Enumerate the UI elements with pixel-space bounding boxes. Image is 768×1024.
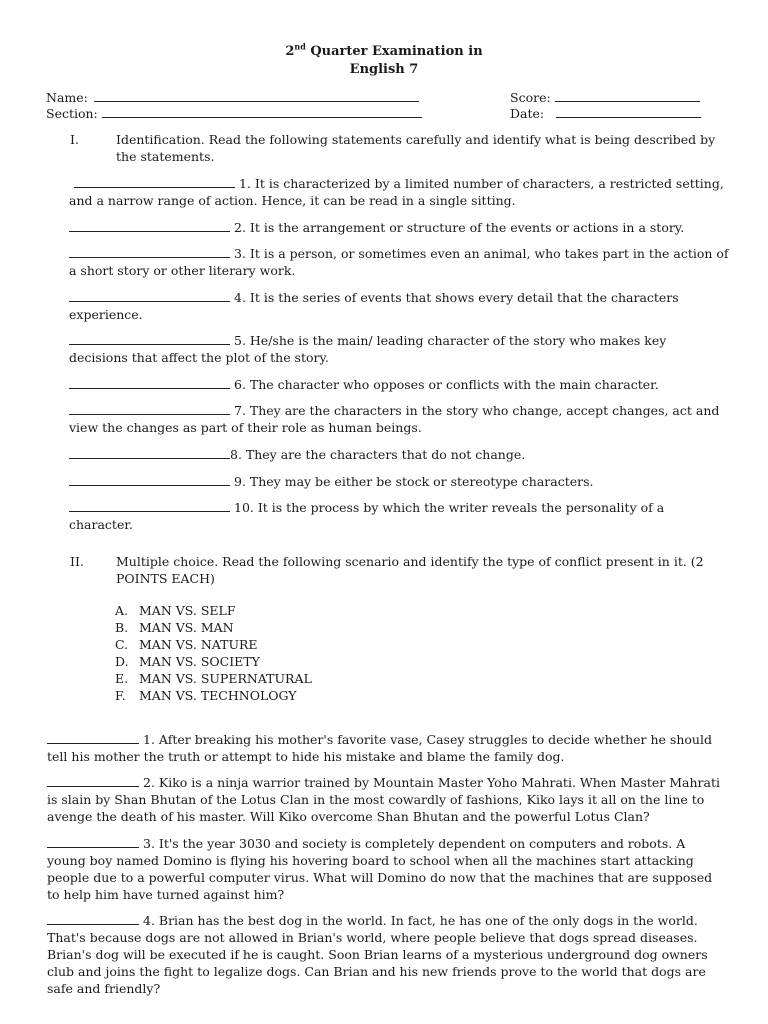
answer-blank[interactable] [47,774,139,787]
identification-item [69,289,729,323]
answer-blank[interactable] [69,499,230,512]
choice-item [115,653,312,670]
date-field[interactable] [556,104,701,118]
name-field[interactable] [94,88,419,102]
item-text: 1. It is characterized by a limited number of characters, a restricted setting, and a narrow range of action. Hence, it can be read in a single sitting. [69,176,724,208]
item-text: 9. They may be either be stock or stereotype characters. [234,474,594,489]
part1-numeral: I. [70,132,79,147]
question-text: 4. Brian has the best dog in the world. In fact, he has one of the only dogs in the world. That's because dogs are not allowed in Brian's world, where people believe that dogs spread diseases. Brian's dog will be executed if he is caught. Soon Brian learns of a mysterious underground dog owners club and joins the fight to legalize dogs. Can Brian and his new friends prove to the world that dogs are safe and friendly? [47,913,708,996]
choice-label: MAN VS. TECHNOLOGY [139,688,297,703]
item-text: 5. He/she is the main/ leading character of the story who makes key decisions that affect the plot of the story. [69,333,667,365]
choice-label: MAN VS. SELF [139,603,236,618]
choice-label: MAN VS. MAN [139,620,234,635]
answer-blank[interactable] [69,473,230,486]
scenario-question [47,912,722,997]
question-text: 3. It's the year 3030 and society is completely dependent on computers and robots. A young boy named Domino is flying his hovering board to school when all the machines start attacking people due to a powerful computer virus. What will Domino do now that the machines that are supposed to help him have turned against him? [47,836,713,902]
item-text: 10. It is the process by which the writer reveals the personality of a character. [69,500,665,532]
date-row [510,104,701,122]
identification-item [69,332,729,366]
exam-title [0,43,768,60]
choice-item [115,619,312,636]
identification-item [69,245,729,279]
answer-blank[interactable] [69,245,230,258]
choice-letter: D. [115,654,129,669]
answer-blank[interactable] [69,446,230,459]
identification-item [69,473,729,490]
title-text: Quarter Examination in [305,44,483,59]
answer-blank[interactable] [69,289,230,302]
score-field[interactable] [555,88,700,102]
question-text: 1. After breaking his mother's favorite vase, Casey struggles to decide whether he should tell his mother the truth or attempt to hide his mistake and blame the family dog. [47,732,712,764]
choice-letter: A. [115,603,129,618]
exam-subtitle: English 7 [349,62,419,77]
choice-label: MAN VS. SOCIETY [139,654,260,669]
section-row [46,104,422,122]
answer-blank[interactable] [47,912,139,925]
choice-letter: C. [115,637,129,652]
answer-blank[interactable] [47,835,139,848]
title-superscript: nd [294,41,306,52]
choice-letter: F. [115,688,126,703]
item-text: 2. It is the arrangement or structure of the events or actions in a story. [234,220,685,235]
answer-blank[interactable] [69,376,230,389]
item-text: 6. The character who opposes or conflicts with the main character. [234,377,659,392]
choice-label: MAN VS. SUPERNATURAL [139,671,312,686]
choice-item [115,602,312,619]
identification-item [69,376,729,393]
scenario-question [47,731,722,765]
choice-letter: B. [115,620,129,635]
section-label: Section: [46,106,98,121]
answer-blank[interactable] [69,219,230,232]
part1-instructions: Identification. Read the following statements carefully and identify what is being described by the statements. [116,132,716,164]
choice-label: MAN VS. NATURE [139,637,258,652]
item-text: 4. It is the series of events that shows every detail that the characters experience. [69,290,679,322]
item-text: 8. They are the characters that do not change. [230,447,526,462]
section-field[interactable] [102,104,422,118]
identification-item [69,219,729,236]
part2-instructions: Multiple choice. Read the following scenario and identify the type of conflict present in it. (2 POINTS EACH) [116,554,704,586]
identification-item [69,175,729,209]
question-text: 2. Kiko is a ninja warrior trained by Mountain Master Yoho Mahrati. When Master Mahrati is slain by Shan Bhutan of the Lotus Clan in the most cowardly of fashions, Kiko lays it all on the line to avenge the death of his master. Will Kiko overcome Shan Bhutan and the powerful Lotus Clan? [47,775,721,824]
date-label: Date: [510,106,545,121]
choice-letter: E. [115,671,129,686]
scenario-question [47,774,722,825]
name-label: Name: [46,90,88,105]
answer-blank[interactable] [74,175,235,188]
choice-item [115,670,312,687]
score-label: Score: [510,90,551,105]
item-text: 7. They are the characters in the story who change, accept changes, act and view the changes as part of their role as human beings. [69,403,720,435]
item-text: 3. It is a person, or sometimes even an animal, who takes part in the action of a short story or other literary work. [69,246,729,278]
choice-list [115,602,312,704]
identification-item [69,402,729,436]
identification-item [69,499,729,533]
title-prefix: 2 [285,44,295,59]
choice-item [115,636,312,653]
answer-blank[interactable] [69,402,230,415]
identification-item [69,446,729,463]
part2-numeral: II. [70,554,84,569]
answer-blank[interactable] [69,332,230,345]
choice-item [115,687,312,704]
answer-blank[interactable] [47,731,139,744]
scenario-question [47,835,722,903]
